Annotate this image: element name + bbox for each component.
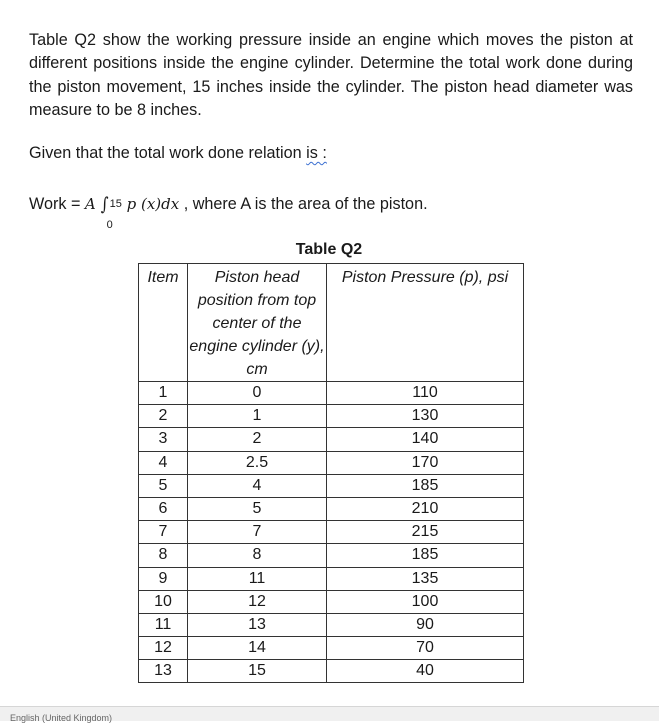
cell-pressure: 110 [327, 382, 524, 405]
cell-position: 8 [188, 544, 327, 567]
integral-limits [106, 195, 127, 231]
work-formula [29, 186, 428, 231]
cell-item: 2 [139, 405, 188, 428]
integrand: p (x)dx [126, 195, 180, 213]
table-row [139, 544, 524, 567]
integral-lower-limit: 0 [106, 218, 113, 231]
area-symbol: A [84, 195, 96, 213]
cell-item: 9 [139, 567, 188, 590]
table-row [139, 382, 524, 405]
table-row [139, 637, 524, 660]
cell-item: 6 [139, 497, 188, 520]
problem-statement: Table Q2 show the working pressure inside an engine which moves the piston at different positions inside the engine cylinder. Determine the total work done during the piston movement, 15 inches inside the cylinder. The piston head diameter was measure to be 8 inches. [29, 31, 633, 119]
cell-pressure: 100 [327, 590, 524, 613]
cell-item: 1 [139, 382, 188, 405]
cell-position: 2.5 [188, 451, 327, 474]
table-row [139, 521, 524, 544]
table-row [139, 613, 524, 636]
table-title: Table Q2 [295, 241, 363, 258]
table-row [139, 451, 524, 474]
work-label: Work = [29, 195, 85, 213]
cell-position: 13 [188, 613, 327, 636]
table-row [139, 567, 524, 590]
cell-item: 10 [139, 590, 188, 613]
status-bar [0, 706, 659, 721]
cell-item: 4 [139, 451, 188, 474]
cell-item: 7 [139, 521, 188, 544]
cell-position: 4 [188, 474, 327, 497]
cell-item: 13 [139, 660, 188, 683]
cell-pressure: 90 [327, 613, 524, 636]
cell-position: 11 [188, 567, 327, 590]
integral-upper-limit: 15 [109, 197, 122, 210]
cell-position: 12 [188, 590, 327, 613]
header-pressure: Piston Pressure (p), psi [327, 264, 524, 382]
cell-item: 11 [139, 613, 188, 636]
language-indicator[interactable]: English (United Kingdom) [10, 713, 113, 723]
cell-pressure: 210 [327, 497, 524, 520]
integral-icon: ∫ [100, 193, 109, 215]
cell-pressure: 140 [327, 428, 524, 451]
grammar-flagged-word[interactable]: is : [306, 144, 327, 162]
cell-item: 12 [139, 637, 188, 660]
cell-pressure: 185 [327, 474, 524, 497]
header-item: Item [139, 264, 188, 382]
table-row [139, 428, 524, 451]
cell-item: 8 [139, 544, 188, 567]
cell-pressure: 135 [327, 567, 524, 590]
cell-item: 3 [139, 428, 188, 451]
cell-position: 15 [188, 660, 327, 683]
given-relation-prefix: Given that the total work done relation [29, 144, 307, 162]
table-row [139, 474, 524, 497]
table-row [139, 405, 524, 428]
cell-position: 5 [188, 497, 327, 520]
table-header-row [139, 264, 524, 382]
cell-pressure: 215 [327, 521, 524, 544]
cell-pressure: 70 [327, 637, 524, 660]
header-position: Piston head position from top center of the engine cylinder (y), cm [188, 264, 327, 382]
table-row [139, 590, 524, 613]
cell-pressure: 170 [327, 451, 524, 474]
given-relation-text [29, 142, 633, 165]
cell-position: 14 [188, 637, 327, 660]
cell-pressure: 130 [327, 405, 524, 428]
cell-position: 0 [188, 382, 327, 405]
work-suffix: , where A is the area of the piston. [179, 195, 428, 213]
pressure-table [138, 263, 524, 683]
table-row [139, 497, 524, 520]
cell-pressure: 40 [327, 660, 524, 683]
cell-position: 2 [188, 428, 327, 451]
cell-item: 5 [139, 474, 188, 497]
table-row [139, 660, 524, 683]
cell-position: 7 [188, 521, 327, 544]
cell-position: 1 [188, 405, 327, 428]
cell-pressure: 185 [327, 544, 524, 567]
